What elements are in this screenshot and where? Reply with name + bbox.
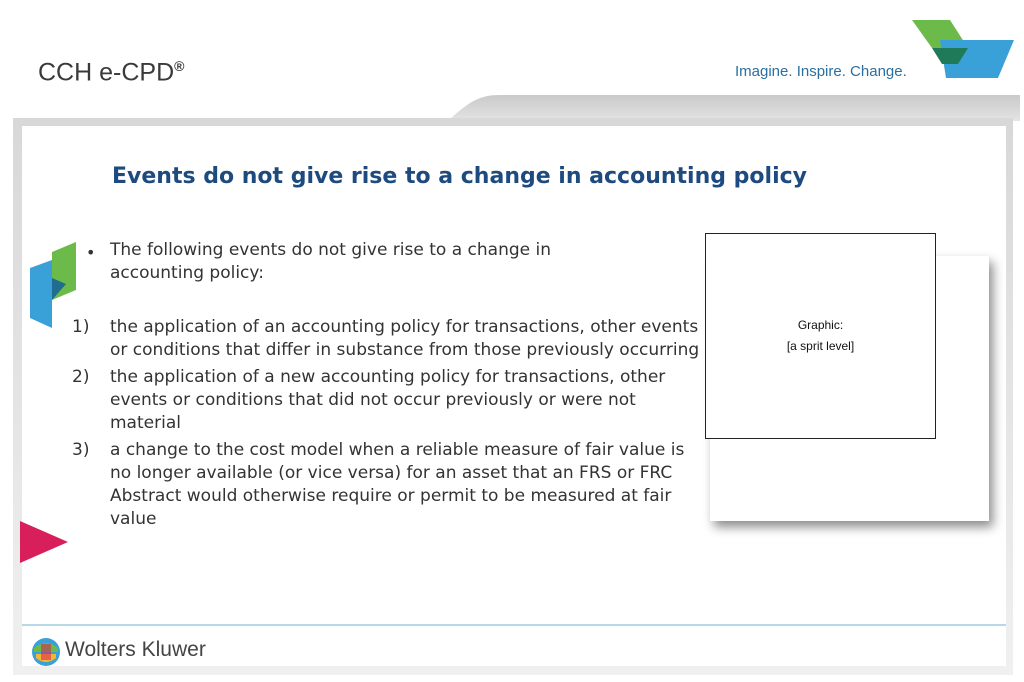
numbered-list	[72, 316, 702, 535]
list-item-number: 3)	[72, 440, 90, 460]
pink-arrow-icon	[20, 521, 70, 563]
graphic-caption: [a sprit level]	[786, 339, 855, 353]
wolters-kluwer-globe-icon	[30, 636, 62, 668]
footer-divider	[22, 624, 1006, 626]
graphic-label: Graphic:	[797, 318, 844, 332]
company-name: Wolters Kluwer	[65, 638, 206, 661]
header-tab-shadow	[450, 93, 1020, 121]
registered-mark: ®	[174, 58, 185, 74]
list-item-text: the application of an accounting policy for transactions, other events or conditions that differ in substance from those previously occurring	[110, 317, 700, 360]
bullet-marker: •	[86, 243, 96, 262]
list-item	[72, 366, 702, 435]
graphic-placeholder	[705, 233, 936, 439]
tagline: Imagine. Inspire. Change.	[735, 63, 907, 80]
list-item-number: 2)	[72, 367, 90, 387]
list-item	[72, 316, 702, 362]
slide-title: Events do not give rise to a change in accounting policy	[112, 164, 807, 189]
top-right-logo-icon	[912, 20, 1016, 80]
brand-name: CCH e-CPD	[38, 58, 175, 87]
brand-title	[38, 58, 184, 87]
list-item-text: a change to the cost model when a reliable measure of fair value is no longer available (or vice versa) for an asset that an FRS or FRC Abstract would otherwise require or permit to be measured at fair value	[110, 440, 685, 529]
list-item	[72, 439, 702, 531]
intro-text: The following events do not give rise to a change in accounting policy:	[110, 240, 551, 283]
list-item-number: 1)	[72, 317, 90, 337]
list-item-text: the application of a new accounting policy for transactions, other events or conditions that did not occur previously or were not material	[110, 367, 666, 433]
